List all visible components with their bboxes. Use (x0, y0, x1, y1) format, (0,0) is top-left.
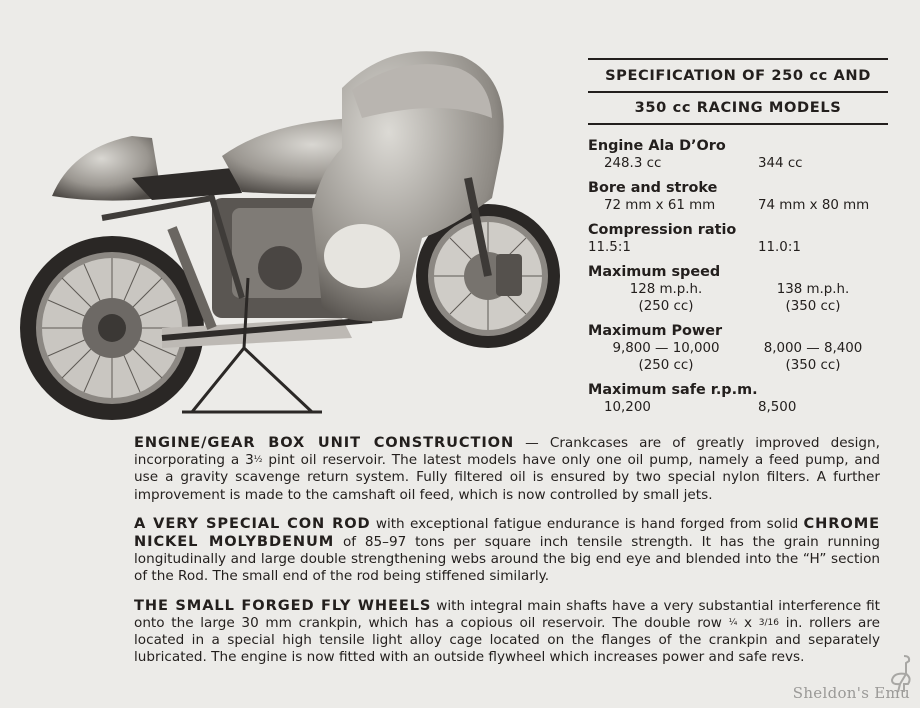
spec-row (588, 298, 888, 315)
fraction: ¼ (728, 617, 738, 628)
spec-value-250: 72 mm x 61 mm (604, 198, 716, 213)
specification-panel (588, 58, 888, 423)
spec-value-350: 74 mm x 80 mm (758, 198, 870, 213)
spec-note-350: (350 cc) (785, 299, 841, 314)
paragraph-lead: THE SMALL FORGED FLY WHEELS (134, 596, 432, 614)
fraction: 3/16 (758, 617, 780, 628)
spec-row (588, 340, 888, 357)
paragraph-lead: ENGINE/GEAR BOX UNIT CONSTRUCTION (134, 434, 515, 451)
spec-max-rpm (588, 381, 888, 416)
paragraph-text: of 85–97 tons per square inch tensile strength. It has the grain running longitudinally and large double strengthening webs around the big end eye and blended into the “H” section of the Rod. The small end of the rod being stiffened similarly. (134, 534, 880, 585)
paragraph-text: with exceptional fatigue endurance is hand forged from solid (370, 515, 804, 532)
spec-label: Maximum safe r.p.m. (588, 382, 758, 398)
paragraph-text: in. rollers are located in a special high tensile light alloy cage located on the flanges of the crankpin and separately lubricated. The engine is now fitted with an outside flywheel which increases power and safe revs. (134, 614, 880, 666)
spec-value-250: 128 m.p.h. (629, 282, 703, 297)
spec-value-250: 10,200 (604, 400, 651, 415)
paragraph-text: x (737, 614, 759, 631)
spec-row (588, 357, 888, 374)
spec-max-speed (588, 263, 888, 315)
spec-value-250: 248.3 cc (604, 156, 662, 171)
spec-value-350: 8,500 (758, 400, 797, 415)
spec-row (588, 155, 888, 172)
spec-label: Maximum speed (588, 264, 721, 280)
paragraph-con-rod (134, 515, 880, 586)
spec-value-350: 11.0:1 (758, 240, 801, 255)
paragraph-fly-wheels (134, 597, 880, 667)
spec-value-250: 11.5:1 (588, 240, 631, 255)
body-text (134, 434, 880, 677)
paragraph-gearbox (134, 434, 880, 504)
spec-value-350: 344 cc (758, 156, 803, 171)
spec-note-250: (250 cc) (638, 299, 694, 314)
spec-bore-stroke (588, 179, 888, 214)
spec-label: Maximum Power (588, 323, 723, 339)
paragraph-text: with integral main shafts have a very substantial interference fit onto the large 30 mm crankpin, which has a copious oil reservoir. The double row (134, 597, 880, 631)
spec-row (588, 399, 888, 416)
spec-note-350: (350 cc) (785, 358, 841, 373)
spec-label: Bore and stroke (588, 180, 718, 196)
spec-compression (588, 221, 888, 256)
spec-row (588, 197, 888, 214)
paragraph-text: pint oil reservoir. The latest models have only one oil pump, namely a feed pump, and use a gravity scavenge return system. Fully filtered oil is ensured by two special nylon filters. A further improvement is made to the camshaft oil feed, which is now controlled by small jets. (134, 452, 880, 503)
spec-title-line1: SPECIFICATION OF 250 cc AND (588, 58, 888, 91)
spec-row (588, 239, 888, 256)
spec-note-250: (250 cc) (638, 358, 694, 373)
spec-value-250: 9,800 — 10,000 (612, 341, 720, 356)
paragraph-lead: A VERY SPECIAL CON ROD (134, 514, 371, 532)
spec-row (588, 281, 888, 298)
fraction: ½ (253, 455, 263, 466)
spec-title-line2: 350 cc RACING MODELS (588, 91, 888, 125)
spec-value-350: 138 m.p.h. (776, 282, 850, 297)
paragraph-text: — Crankcases are of greatly improved design, incorporating a 3 (134, 435, 880, 469)
watermark: Sheldon's Emu (792, 684, 910, 702)
spec-label: Engine Ala D’Oro (588, 138, 726, 154)
spec-list (588, 137, 888, 416)
seat-tail (52, 136, 242, 201)
spec-value-350: 8,000 — 8,400 (763, 341, 863, 356)
spec-label: Compression ratio (588, 222, 737, 238)
spec-max-power (588, 322, 888, 374)
paragraph-lead-inline: CHROME NICKEL MOLYBDENUM (134, 514, 881, 551)
spec-engine (588, 137, 888, 172)
motorcycle-photo (12, 28, 572, 424)
racing-motorcycle-image (12, 28, 572, 424)
